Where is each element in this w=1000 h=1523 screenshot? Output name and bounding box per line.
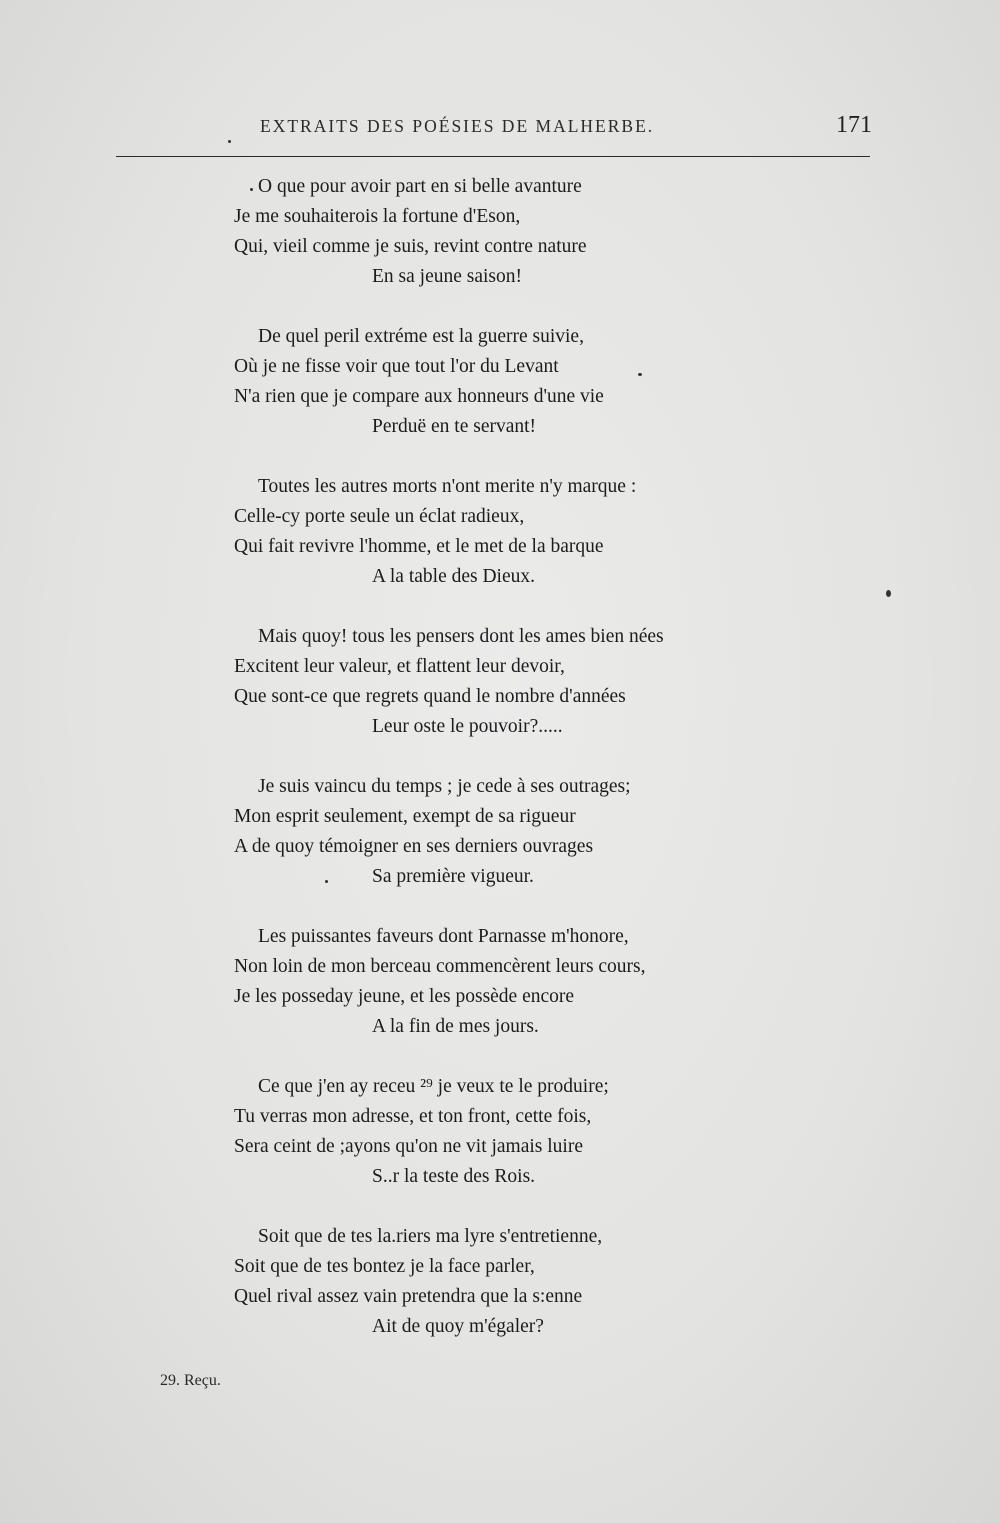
verse-line: Mais quoy! tous les pensers dont les ames bien nées bbox=[258, 626, 664, 647]
stanza-1 bbox=[234, 172, 794, 292]
page-number: 171 bbox=[836, 112, 872, 138]
verse-line: En sa jeune saison! bbox=[372, 266, 523, 287]
verse-line: De quel peril extréme est la guerre suivie, bbox=[258, 326, 584, 347]
verse-line: Tu verras mon adresse, et ton front, cette fois, bbox=[234, 1106, 592, 1127]
verse-line: A la table des Dieux. bbox=[372, 566, 535, 587]
verse-line: Non loin de mon berceau commencèrent leurs cours, bbox=[234, 956, 646, 977]
stanza-3 bbox=[234, 472, 794, 592]
paper-speck bbox=[325, 880, 328, 883]
verse-line: Je me souhaiterois la fortune d'Eson, bbox=[234, 206, 521, 227]
verse-line: Les puissantes faveurs dont Parnasse m'honore, bbox=[258, 926, 629, 947]
verse-line: Quel rival assez vain pretendra que la s:enne bbox=[234, 1286, 583, 1307]
verse-line: Toutes les autres morts n'ont merite n'y marque : bbox=[258, 476, 637, 497]
verse-line: A la fin de mes jours. bbox=[372, 1016, 539, 1037]
poem bbox=[234, 172, 794, 1372]
stanza-5 bbox=[234, 772, 794, 892]
verse-line: Je les posseday jeune, et les possède encore bbox=[234, 986, 575, 1007]
running-title: EXTRAITS DES POÉSIES DE MALHERBE. bbox=[260, 116, 655, 136]
verse-line: Sa première vigueur. bbox=[372, 866, 534, 887]
verse-line: Soit que de tes bontez je la face parler, bbox=[234, 1256, 535, 1277]
paper-speck bbox=[250, 188, 253, 191]
stanza-4 bbox=[234, 622, 794, 742]
verse-line: Que sont-ce que regrets quand le nombre d'années bbox=[234, 686, 626, 707]
verse-line: Ait de quoy m'égaler? bbox=[372, 1316, 544, 1337]
verse-line: Je suis vaincu du temps ; je cede à ses outrages; bbox=[258, 776, 631, 797]
verse-line: Excitent leur valeur, et flattent leur devoir, bbox=[234, 656, 565, 677]
verse-line: Perduë en te servant! bbox=[372, 416, 537, 437]
header-rule bbox=[116, 156, 870, 157]
verse-line: Celle-cy porte seule un éclat radieux, bbox=[234, 506, 525, 527]
verse-line: Qui, vieil comme je suis, revint contre nature bbox=[234, 236, 587, 257]
verse-line: Ce que j'en ay receu ²⁹ je veux te le produire; bbox=[258, 1076, 609, 1097]
verse-line: Où je ne fisse voir que tout l'or du Levant bbox=[234, 356, 559, 377]
stanza-6 bbox=[234, 922, 794, 1042]
verse-line: Qui fait revivre l'homme, et le met de la barque bbox=[234, 536, 604, 557]
verse-line: Leur oste le pouvoir?..... bbox=[372, 716, 563, 737]
verse-line: A de quoy témoigner en ses derniers ouvrages bbox=[234, 836, 594, 857]
stanza-8 bbox=[234, 1222, 794, 1342]
stanza-7 bbox=[234, 1072, 794, 1192]
paper-speck bbox=[638, 373, 642, 376]
verse-line: Mon esprit seulement, exempt de sa rigueur bbox=[234, 806, 576, 827]
verse-line: O que pour avoir part en si belle avanture bbox=[258, 176, 582, 197]
paper-speck bbox=[228, 140, 231, 143]
stanza-2 bbox=[234, 322, 794, 442]
footnote: 29. Reçu. bbox=[160, 1372, 221, 1389]
verse-line: S..r la teste des Rois. bbox=[372, 1166, 536, 1187]
verse-line: Soit que de tes la.riers ma lyre s'entretienne, bbox=[258, 1226, 603, 1247]
verse-line: Sera ceint de ;ayons qu'on ne vit jamais luire bbox=[234, 1136, 584, 1157]
paper-speck bbox=[886, 590, 891, 597]
verse-line: N'a rien que je compare aux honneurs d'une vie bbox=[234, 386, 604, 407]
